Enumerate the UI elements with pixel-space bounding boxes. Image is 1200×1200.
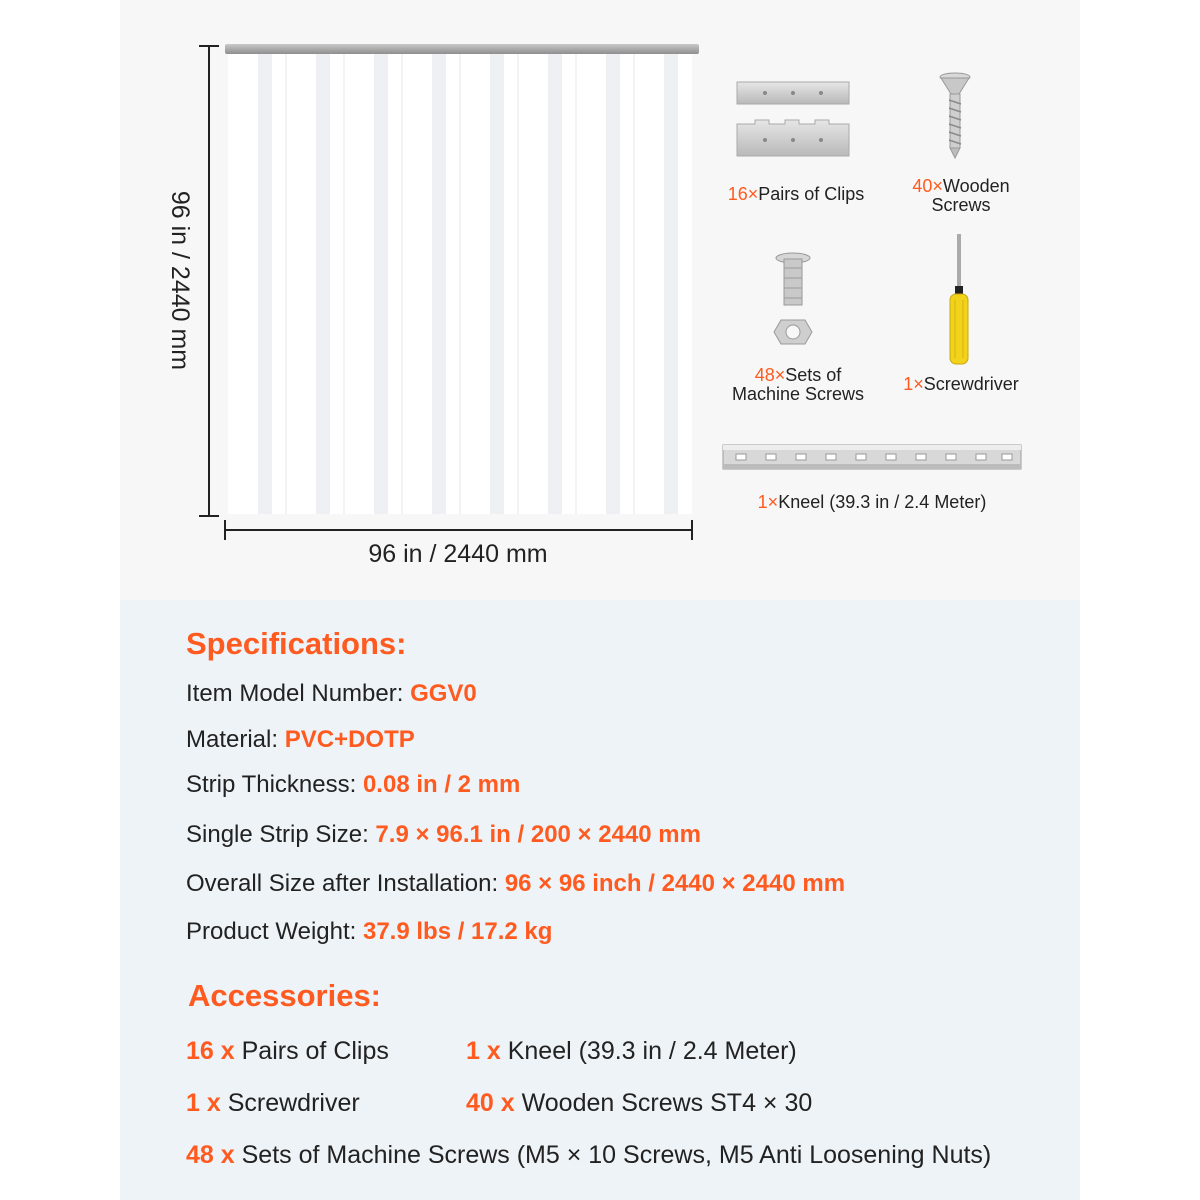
screwdriver-icon	[946, 234, 972, 366]
height-dimension-cap-top	[199, 45, 219, 47]
height-dimension-cap-bottom	[199, 515, 219, 517]
wooden-screws-label: 40×Wooden Screws	[912, 176, 1010, 215]
machine-screws-label: 48×Sets of Machine Screws	[731, 365, 865, 404]
accessory-wooden-screws: 40 x Wooden Screws ST4 × 30	[466, 1089, 813, 1117]
wooden-screw-icon	[938, 72, 972, 160]
spec-row-thickness: Strip Thickness: 0.08 in / 2 mm	[186, 771, 521, 798]
width-dimension-label: 96 in / 2440 mm	[368, 540, 548, 568]
accessory-kneel: 1 x Kneel (39.3 in / 2.4 Meter)	[466, 1037, 797, 1065]
spec-row-strip-size: Single Strip Size: 7.9 × 96.1 in / 200 × 2440 mm	[186, 821, 701, 848]
height-dimension-line	[208, 45, 210, 517]
spec-row-weight: Product Weight: 37.9 lbs / 17.2 kg	[186, 918, 553, 945]
width-dimension-cap-left	[224, 520, 226, 540]
kneel-rail-icon	[722, 443, 1022, 471]
accessories-title: Accessories:	[188, 978, 382, 1013]
mounting-rail	[225, 44, 699, 54]
spec-row-overall-size: Overall Size after Installation: 96 × 96 inch / 2440 × 2440 mm	[186, 870, 846, 897]
screwdriver-label: 1×Screwdriver	[903, 374, 1019, 394]
spec-row-model: Item Model Number: GGV0	[186, 680, 477, 707]
width-dimension-cap-right	[691, 520, 693, 540]
height-dimension-label: 96 in / 2440 mm	[166, 190, 195, 370]
accessory-clips: 16 x Pairs of Clips	[186, 1037, 389, 1065]
width-dimension-line	[225, 529, 693, 531]
specifications-title: Specifications:	[186, 626, 407, 661]
clips-icon	[735, 80, 851, 160]
accessory-machine-screws: 48 x Sets of Machine Screws (M5 × 10 Screws, M5 Anti Loosening Nuts)	[186, 1141, 992, 1169]
curtain-illustration	[228, 52, 692, 514]
machine-screw-icon	[772, 252, 814, 352]
clips-label: 16×Pairs of Clips	[727, 184, 865, 204]
spec-row-material: Material: PVC+DOTP	[186, 726, 415, 753]
kneel-label: 1×Kneel (39.3 in / 2.4 Meter)	[757, 492, 987, 512]
accessory-screwdriver: 1 x Screwdriver	[186, 1089, 360, 1117]
